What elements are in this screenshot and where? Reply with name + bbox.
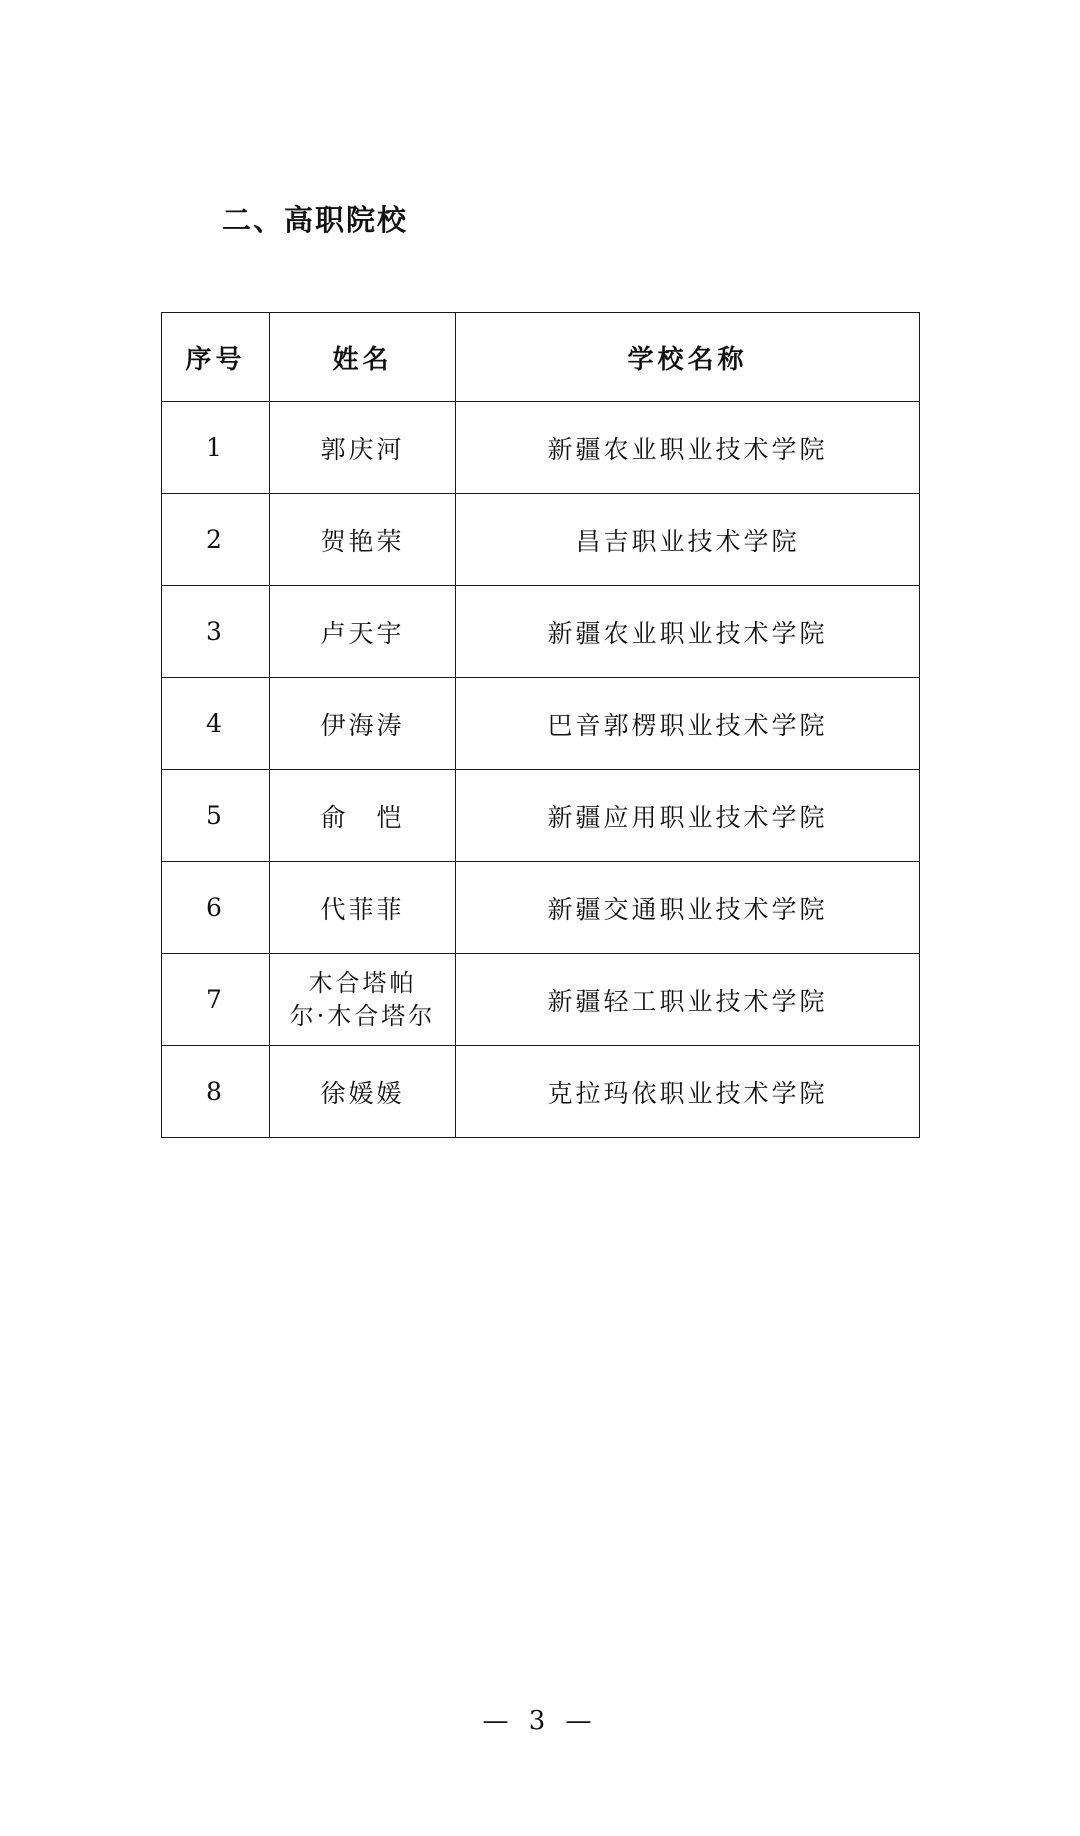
- cell-name: 郭庆河: [270, 402, 456, 494]
- table-header-row: [162, 313, 920, 402]
- cell-name: 贺艳荣: [270, 494, 456, 586]
- roster-table-container: [161, 312, 919, 1138]
- cell-name: 卢天宇: [270, 586, 456, 678]
- cell-school: 巴音郭楞职业技术学院: [456, 678, 920, 770]
- table-row: [162, 1046, 920, 1138]
- cell-index: 4: [162, 678, 270, 770]
- table-body: [162, 402, 920, 1138]
- table-row: [162, 402, 920, 494]
- cell-index: 3: [162, 586, 270, 678]
- cell-school: 新疆应用职业技术学院: [456, 770, 920, 862]
- cell-school: 新疆农业职业技术学院: [456, 402, 920, 494]
- table-row: [162, 862, 920, 954]
- column-header-school: 学校名称: [456, 313, 920, 402]
- cell-school: 克拉玛依职业技术学院: [456, 1046, 920, 1138]
- roster-table: [161, 312, 920, 1138]
- cell-index: 5: [162, 770, 270, 862]
- cell-name-line-1: 木合塔帕: [308, 969, 417, 998]
- cell-index: 6: [162, 862, 270, 954]
- table-row: [162, 586, 920, 678]
- cell-name: 徐媛媛: [270, 1046, 456, 1138]
- cell-name-line-2: 尔·木合塔尔: [289, 1001, 436, 1030]
- table-row: [162, 954, 920, 1046]
- page-number: — 3 —: [482, 1706, 598, 1736]
- cell-index: 1: [162, 402, 270, 494]
- section-heading: 二、高职院校: [222, 203, 409, 237]
- column-header-index: 序号: [162, 313, 270, 402]
- cell-index: 8: [162, 1046, 270, 1138]
- cell-school: 新疆农业职业技术学院: [456, 586, 920, 678]
- cell-name: [270, 954, 456, 1046]
- cell-index: 2: [162, 494, 270, 586]
- cell-index: 7: [162, 954, 270, 1046]
- table-row: [162, 678, 920, 770]
- cell-school: 新疆轻工职业技术学院: [456, 954, 920, 1046]
- cell-name: 伊海涛: [270, 678, 456, 770]
- table-row: [162, 770, 920, 862]
- cell-name: 代菲菲: [270, 862, 456, 954]
- cell-school: 昌吉职业技术学院: [456, 494, 920, 586]
- table-row: [162, 494, 920, 586]
- cell-name: 俞 恺: [270, 770, 456, 862]
- table-header: [162, 313, 920, 402]
- column-header-name: 姓名: [270, 313, 456, 402]
- cell-school: 新疆交通职业技术学院: [456, 862, 920, 954]
